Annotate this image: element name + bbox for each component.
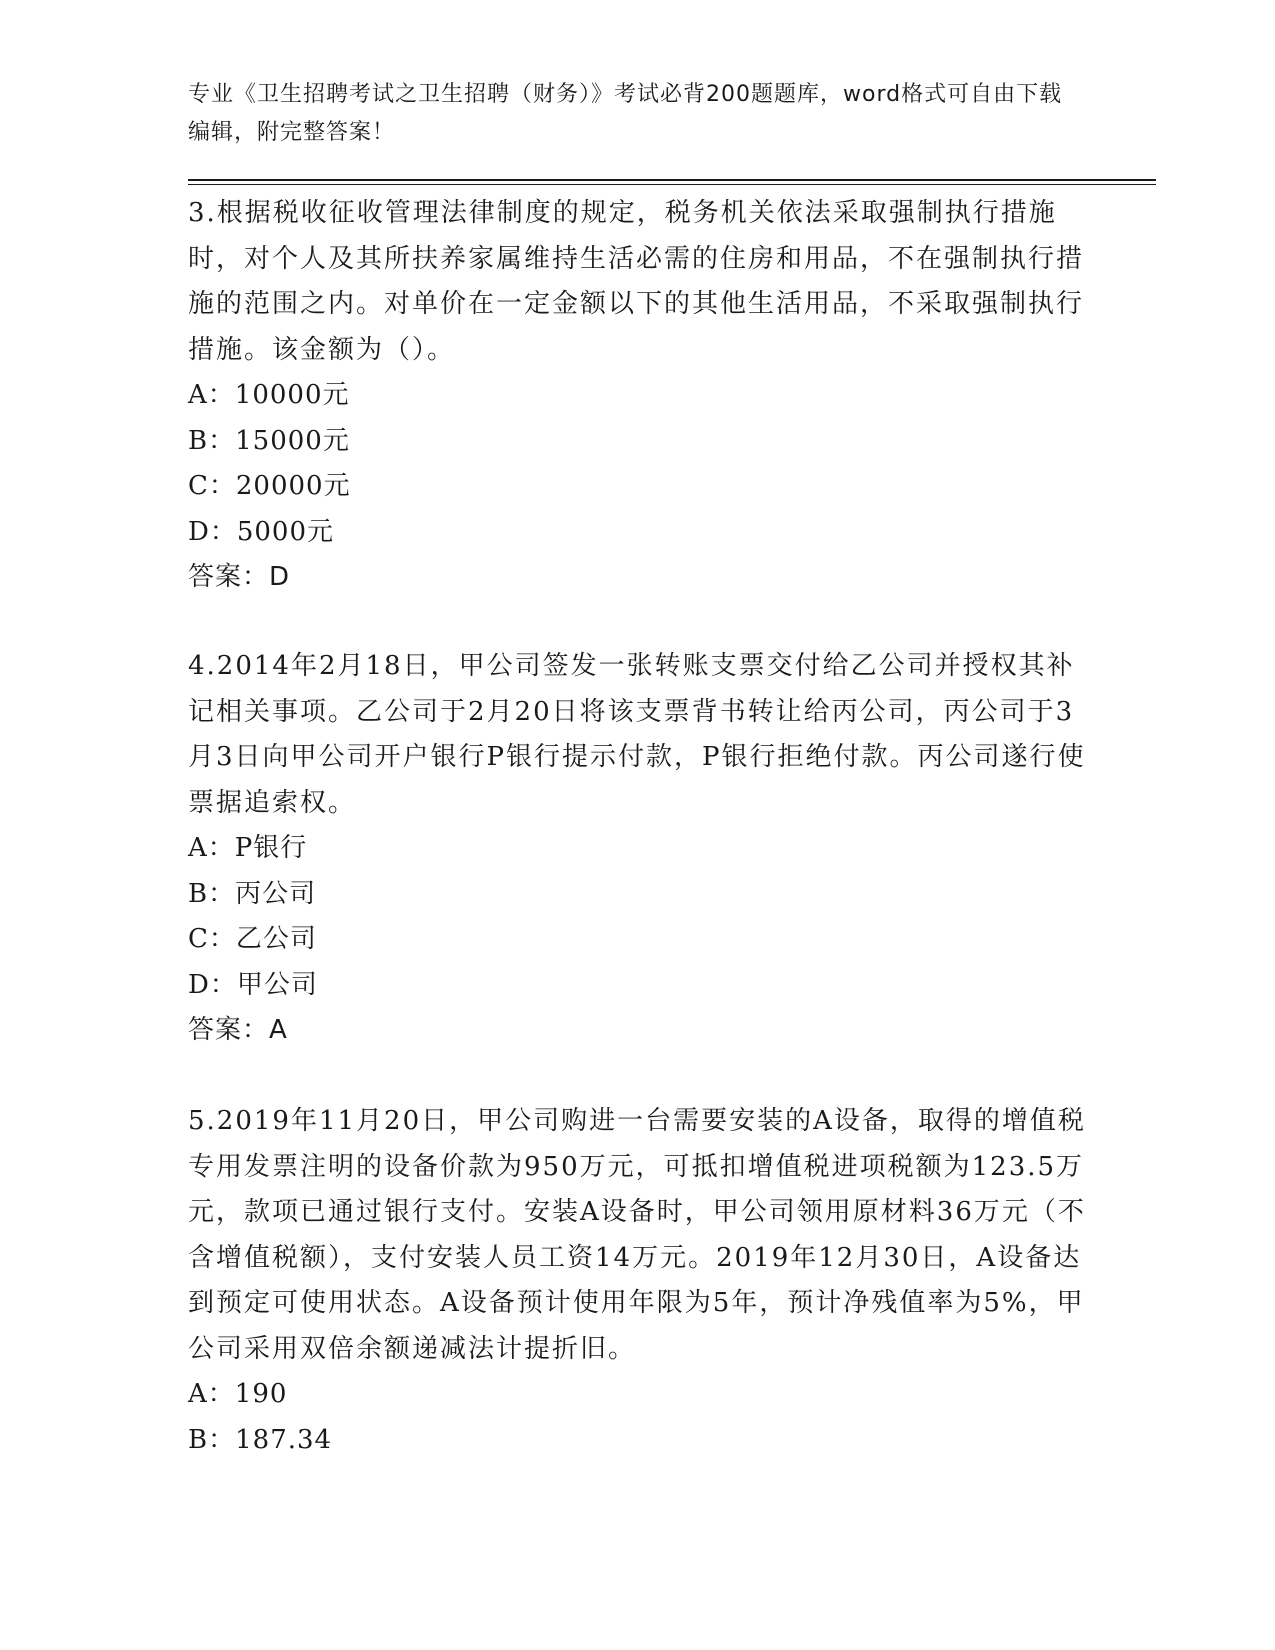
question-stem: 4.2014年2月18日，甲公司签发一张转账支票交付给乙公司并授权其补记相关事项。乙公司于2月20日将该支票背书转让给丙公司，丙公司于3月3日向甲公司开户银行P银行提示付款，P银行拒绝付款。丙公司遂行使票据追索权。 — [188, 651, 1086, 818]
option-a: A：10000元 — [188, 380, 350, 410]
question-stem: 5.2019年11月20日，甲公司购进一台需要安装的A设备，取得的增值税专用发票注明的设备价款为950万元，可抵扣增值税进项税额为123.5万元，款项已通过银行支付。安装A设备时，甲公司领用原材料36万元（不含增值税额），支付安装人员工资14万元。2019年12月30日，A设备达到预定可使用状态。A设备预计使用年限为5年，预计净残值率为5%，甲公司采用双倍余额递减法计提折旧。 — [188, 1106, 1086, 1364]
option-c: C：乙公司 — [188, 924, 317, 954]
answer-line: 答案：A — [188, 1015, 288, 1045]
option-b: B：丙公司 — [188, 878, 317, 909]
document-header: 专业《卫生招聘考试之卫生招聘（财务）》考试必背200题题库，word格式可自由下载编辑，附完整答案！ — [188, 82, 1063, 145]
header-divider-thin — [188, 184, 1156, 185]
option-b: B：15000元 — [188, 425, 350, 456]
question-5 — [188, 1099, 1088, 1463]
question-stem: 3.根据税收征收管理法律制度的规定，税务机关依法采取强制执行措施时，对个人及其所扶养家属维持生活必需的住房和用品，不在强制执行措施的范围之内。对单价在一定金额以下的其他生活用品，不采取强制执行措施。该金额为（）。 — [188, 198, 1085, 365]
answer-line: 答案：D — [188, 562, 291, 592]
option-a: A：P银行 — [188, 833, 308, 863]
option-c: C：20000元 — [188, 471, 351, 501]
option-d: D：5000元 — [188, 516, 335, 547]
option-d: D：甲公司 — [188, 969, 318, 1000]
question-3 — [188, 191, 1088, 601]
option-a: A：190 — [188, 1379, 288, 1409]
question-4 — [188, 644, 1088, 1054]
header-divider-thick — [188, 179, 1156, 181]
option-b: B：187.34 — [188, 1424, 333, 1455]
